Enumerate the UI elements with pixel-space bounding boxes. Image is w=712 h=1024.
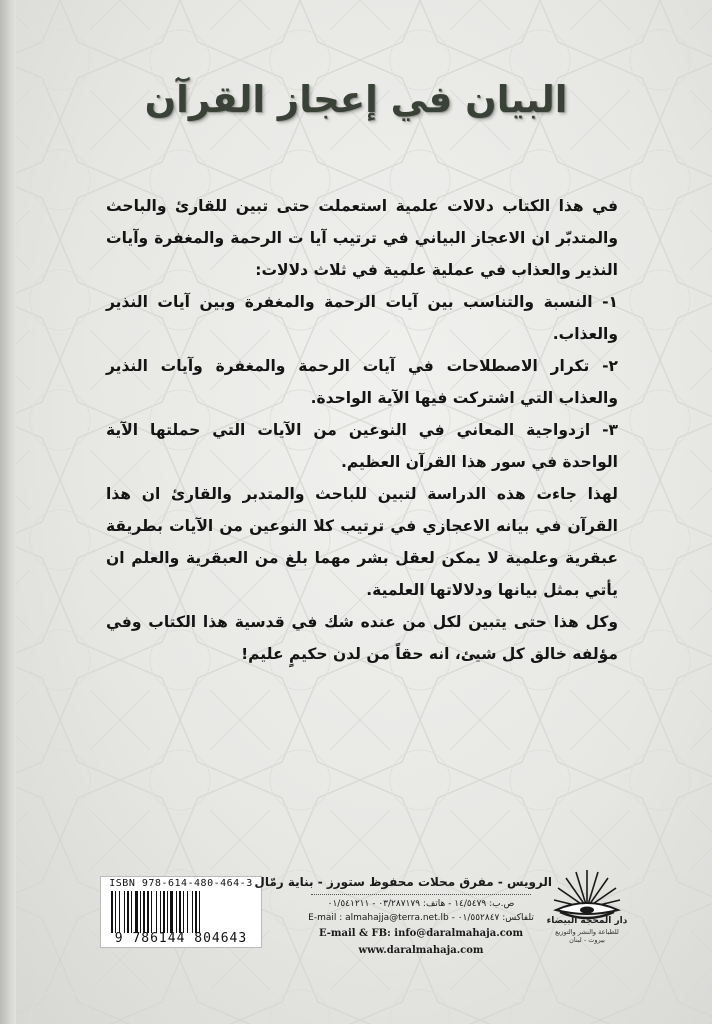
barcode-bar [167,891,168,933]
barcode-bar [127,891,129,933]
barcode-bar [160,891,161,933]
barcode-bar [156,891,157,933]
barcode-bar [111,891,113,933]
barcode-bar [135,891,138,933]
barcode-bar [170,891,173,933]
barcode-bar [183,891,184,933]
blurb-point-3: ٣- ازدواجية المعاني في النوعين من الآيات التي حملتها الآية الواحدة في سور هذا القرآن العظيم. [106,421,618,471]
publisher-phone: ص.ب: ١٤/٥٤٧٩ - هاتف: ٠٣/٢٨٧١٧٩ - ٠١/٥٤١٢١١ [327,899,515,909]
barcode-bar [176,891,177,933]
blurb-text [106,190,618,670]
barcode-bars [111,891,251,933]
publisher-info [254,872,552,959]
publisher-name: دار المحجة البيضاء [546,916,628,926]
publisher-tagline [540,928,634,944]
publisher-city: بيروت - لبنان [569,936,605,944]
publisher-email: E-mail & FB: info@daralmahaja.com [318,928,524,939]
barcode-bar [147,891,149,933]
blurb-paragraph-conclusion: لهذا جاءت هذه الدراسة لتبين للباحث والمتدبر والقارئ ان هذا القرآن في بيانه الاعجازي في ترتيب كلا النوعين من الآيات بطريقة عبقرية وعلمية لا يمكن لعقل بشر مهما بلغ من العبقرية والعلم ان يأتي بمثل بيانها ودلالاتها العلمية. [106,485,618,599]
barcode-bar [199,891,200,933]
barcode-bar [124,891,125,933]
barcode-bar [143,891,145,933]
barcode-bar [192,891,193,933]
barcode-bar [119,891,120,933]
barcode-bar [115,891,116,933]
barcode-bar [195,891,197,933]
blurb-point-1: ١- النسبة والتناسب بين آيات الرحمة والمغفرة وبين آيات النذير والعذاب. [106,293,618,343]
blurb-paragraph-intro: في هذا الكتاب دلالات علمية استعملت حتى تبين للقارئ والباحث والمتدبّر ان الاعجاز البياني في ترتيب آيا ت الرحمة والمغفرة وآيات النذير والعذاب في عملية علمية في ثلاث دلالات: [106,197,618,279]
isbn-barcode [100,876,262,948]
publisher-fax: تلفاكس: ٠١/٥٥٢٨٤٧ - E-mail : almahajja@terra.net.lb [308,913,534,923]
publisher-address: الرويس - مفرق محلات محفوظ ستورز - بناية رمّال [254,875,552,889]
isbn-label: ISBN 978-614-480-464-3 [109,878,253,889]
divider [311,894,531,895]
barcode-bar [131,891,132,933]
barcode-bar [163,891,165,933]
isbn-number: 9 786144 804643 [114,931,248,946]
barcode-bar [187,891,188,933]
publisher-website: www.daralmahaja.com [358,945,484,956]
blurb-point-2: ٢- تكرار الاصطلاحات في آيات الرحمة والمغفرة وآيات النذير والعذاب التي اشتركت فيها الآية الواحدة. [106,357,618,407]
barcode-bar [140,891,141,933]
book-title: البيان في إعجاز القرآن [144,78,568,121]
barcode-bar [151,891,152,933]
blurb-paragraph-final: وكل هذا حتى يتبين لكل من عنده شك في قدسية هذا الكتاب وفي مؤلفه خالق كل شيئ، انه حقاً من لدن حكيمٍ عليم! [106,613,618,663]
publisher-tagline-text: للطباعة والنشر والتوزيع [555,928,619,936]
barcode-bar [179,891,181,933]
